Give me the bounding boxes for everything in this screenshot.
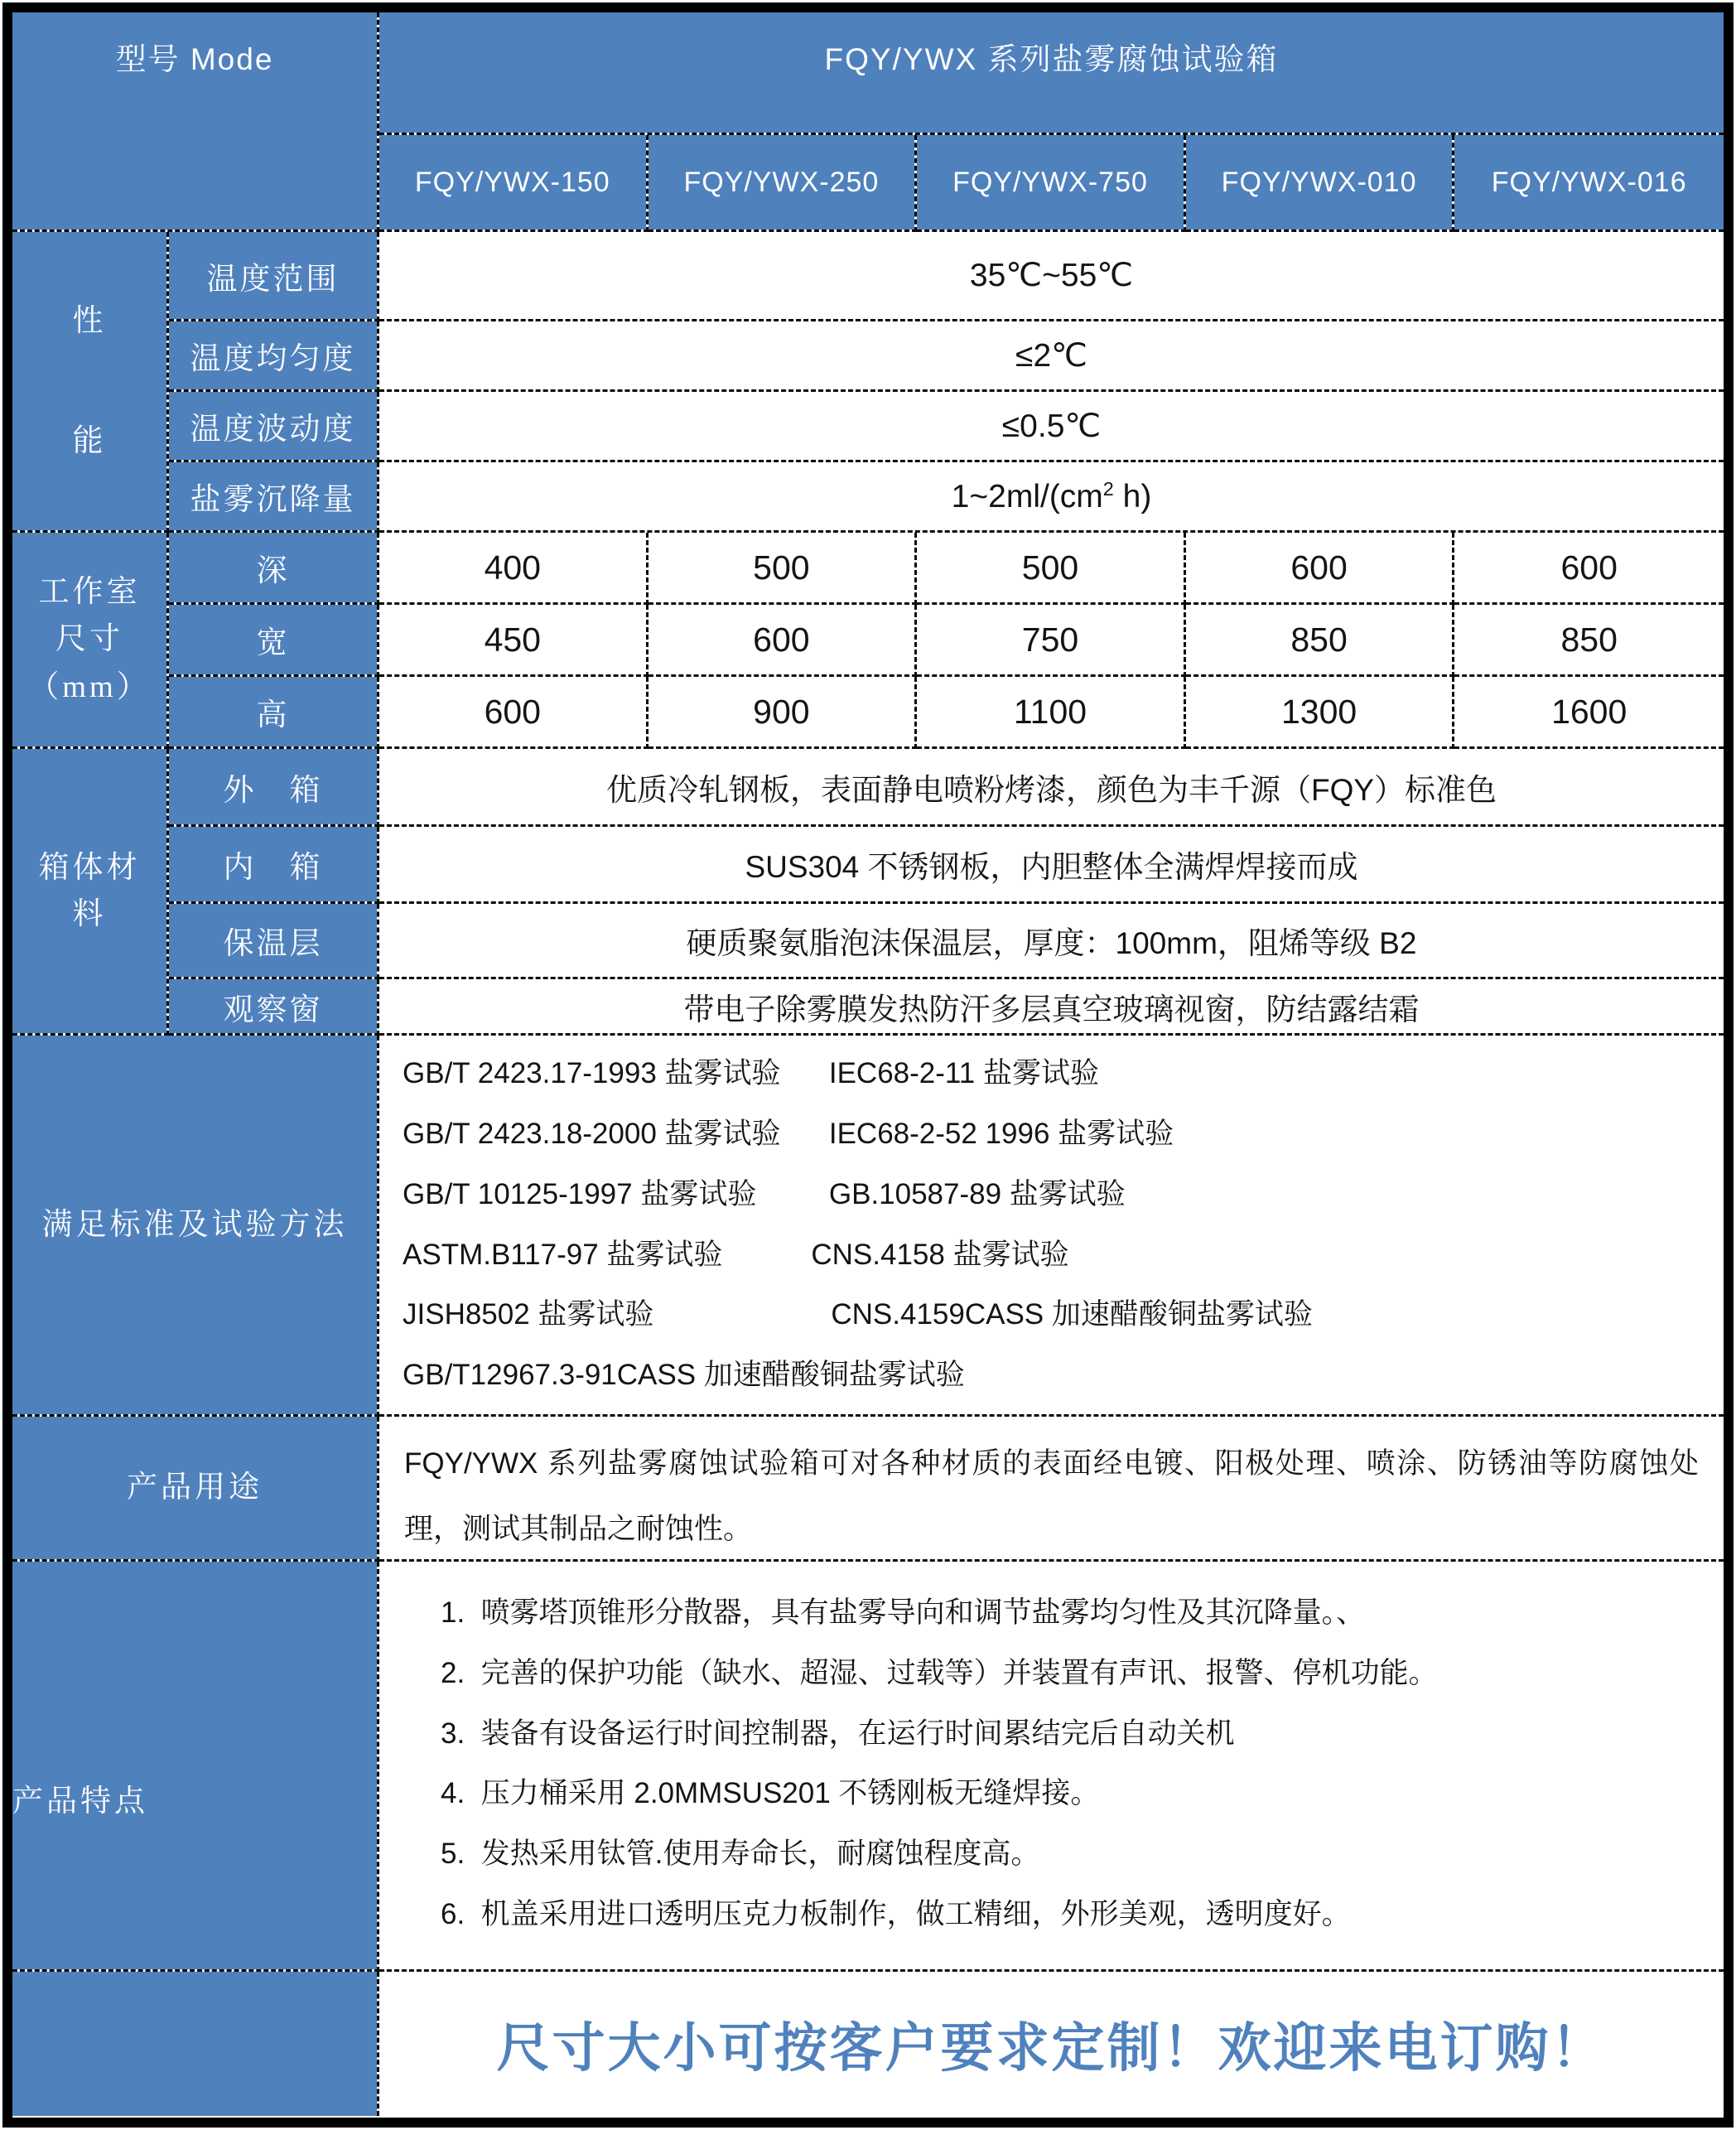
model-name: FQY/YWX-016 [1491,166,1687,198]
section-label-text: 产品用途 [127,1471,263,1505]
section-label-text: 满足标准及试验方法 [41,1207,348,1242]
model-cell-1 [379,135,649,232]
row-label-temp-range [169,232,379,321]
height-value-2 [649,677,918,749]
width-value-4 [1186,605,1455,677]
salt-prefix: 1~2ml/(cm [951,478,1103,514]
value-text: 35℃~55℃ [969,258,1134,293]
standard-line: GB/T 10125-1997 盐雾试验 GB.10587-89 盐雾试验 [403,1177,1126,1210]
row-label-depth [169,533,379,605]
row-label-text: 外 箱 [223,773,323,808]
depth-value-2 [649,533,918,605]
cell-value: 600 [1290,548,1348,587]
feature-item: 1. 喷雾塔顶锥形分散器，具有盐雾导向和调节盐雾均匀性及其沉降量。、 [441,1596,1366,1629]
row-label-fluctuation [169,392,379,462]
value-text: 优质冷轧钢板，表面静电喷粉烤漆，颜色为丰千源（FQY）标准色 [605,772,1497,807]
salt-superscript: 2 [1102,477,1114,500]
section-label-line: 能 [72,424,107,458]
standard-line: GB/T 2423.18-2000 盐雾试验 IEC68-2-52 1996 盐雾试验 [403,1117,1174,1150]
value-text: 硬质聚氨脂泡沫保温层，厚度：100mm，阻烯等级 B2 [686,926,1417,960]
section-label-line: 工作室 [38,574,141,609]
height-value-3 [917,677,1186,749]
row-label-text: 内 箱 [223,851,323,885]
header-model-label-cell [12,12,379,232]
model-cell-4 [1186,135,1455,232]
standard-line: ASTM.B117-97 盐雾试验 CNS.4158 盐雾试验 [403,1238,1069,1271]
row-label-text: 温度波动度 [190,413,356,447]
section-label-chamber-size [12,533,169,749]
value-fluctuation [379,392,1724,462]
row-label-height [169,677,379,749]
row-label-width [169,605,379,677]
section-label-text: 产品特点 [12,1785,148,1819]
section-label-line: 尺寸 [55,622,123,657]
series-title: FQY/YWX 系列盐雾腐蚀试验箱 [824,42,1279,76]
depth-value-5 [1454,533,1724,605]
feature-item: 3. 装备有设备运行时间控制器，在运行时间累结完后自动关机 [441,1717,1235,1750]
model-name: FQY/YWX-010 [1221,166,1417,198]
standard-line: JISH8502 盐雾试验 CNS.4159CASS 加速醋酸铜盐雾试验 [403,1298,1313,1331]
cell-value: 1100 [1013,692,1087,731]
value-inner-box [379,827,1724,904]
section-label-line: （mm） [28,669,151,704]
depth-value-1 [379,533,649,605]
height-value-1 [379,677,649,749]
row-label-inner-box [169,827,379,904]
cell-value: 1600 [1551,692,1628,731]
value-outer-box [379,749,1724,827]
standard-line: GB/T 2423.17-1993 盐雾试验 IEC68-2-11 盐雾试验 [403,1057,1099,1090]
feature-item: 5. 发热采用钛管.使用寿命长，耐腐蚀程度高。 [441,1838,1040,1871]
usage-text-cell [379,1417,1724,1562]
cell-value: 500 [753,548,810,587]
section-label-text: 箱体材料 [38,851,141,931]
row-label-text: 温度范围 [206,262,340,297]
row-label-text: 温度均匀度 [190,342,356,376]
value-text: SUS304 不锈钢板，内胆整体全满焊焊接而成 [745,850,1358,884]
header-series-title-cell [379,12,1724,135]
value-uniformity [379,321,1724,392]
section-label-usage [12,1417,379,1562]
height-value-5 [1454,677,1724,749]
cell-value: 500 [1021,548,1079,587]
cell-value: 850 [1560,620,1618,659]
value-text: 带电子除雾膜发热防汗多层真空玻璃视窗，防结露结霜 [683,992,1420,1026]
standard-line: GB/T12967.3-91CASS 加速醋酸铜盐雾试验 [403,1359,965,1392]
row-label-text: 宽 [256,626,290,660]
model-name: FQY/YWX-250 [683,166,880,198]
feature-item: 6. 机盖采用进口透明压克力板制作，做工精细，外形美观，透明度好。 [441,1897,1351,1930]
row-label-uniformity [169,321,379,392]
footer-message-cell [379,1972,1724,2116]
section-label-features [12,1562,379,1972]
section-label-line: 性 [72,303,107,338]
value-salt-fallout [379,462,1724,533]
model-name: FQY/YWX-150 [414,166,610,198]
cell-value: 900 [753,692,810,731]
row-label-text: 深 [256,554,290,588]
row-label-text: 观察窗 [223,993,323,1027]
feature-item: 4. 压力桶采用 2.0MMSUS201 不锈刚板无缝焊接。 [441,1777,1100,1810]
table-outer-frame [2,2,1734,2128]
section-label-standards [12,1036,379,1417]
row-label-window [169,979,379,1036]
width-value-5 [1454,605,1724,677]
model-cell-2 [649,135,918,232]
cell-value: 1300 [1280,692,1357,731]
width-value-3 [917,605,1186,677]
section-label-materials [12,749,169,1036]
salt-suffix: h) [1113,478,1152,514]
row-label-salt-fallout [169,462,379,533]
cell-value: 600 [1560,548,1618,587]
footer-blue-cell [12,1972,379,2116]
width-value-2 [649,605,918,677]
cell-value: 400 [484,548,541,587]
value-text: ≤2℃ [1015,337,1087,374]
usage-paragraph: FQY/YWX 系列盐雾腐蚀试验箱可对各种材质的表面经电镀、阳极处理、喷涂、防锈油等防腐蚀处理，测试其制品之耐蚀性。 [404,1447,1699,1545]
height-value-4 [1186,677,1455,749]
row-label-insulation [169,904,379,979]
row-label-outer-box [169,749,379,827]
row-label-text: 高 [256,698,290,732]
section-label-performance [12,232,169,533]
standards-list [379,1036,1724,1417]
value-insulation [379,904,1724,979]
cell-value: 600 [484,692,541,731]
model-name: FQY/YWX-750 [952,166,1148,198]
value-window [379,979,1724,1036]
value-text [952,478,1152,515]
row-label-text: 保温层 [223,927,323,961]
model-cell-5 [1454,135,1724,232]
cell-value: 750 [1021,620,1079,659]
cell-value: 850 [1290,620,1348,659]
row-label-text: 盐雾沉降量 [190,483,356,517]
feature-item: 2. 完善的保护功能（缺水、超湿、过载等）并装置有声讯、报警、停机功能。 [441,1656,1438,1689]
value-temp-range [379,232,1724,321]
cell-value: 600 [753,620,810,659]
depth-value-4 [1186,533,1455,605]
features-list [379,1562,1724,1972]
width-value-1 [379,605,649,677]
cell-value: 450 [484,620,541,659]
model-cell-3 [917,135,1186,232]
footer-message: 尺寸大小可按客户要求定制！欢迎来电订购！ [496,2018,1607,2078]
value-text: ≤0.5℃ [1001,408,1102,444]
model-label: 型号 Mode [115,42,274,76]
depth-value-3 [917,533,1186,605]
spec-table [12,12,1724,2118]
